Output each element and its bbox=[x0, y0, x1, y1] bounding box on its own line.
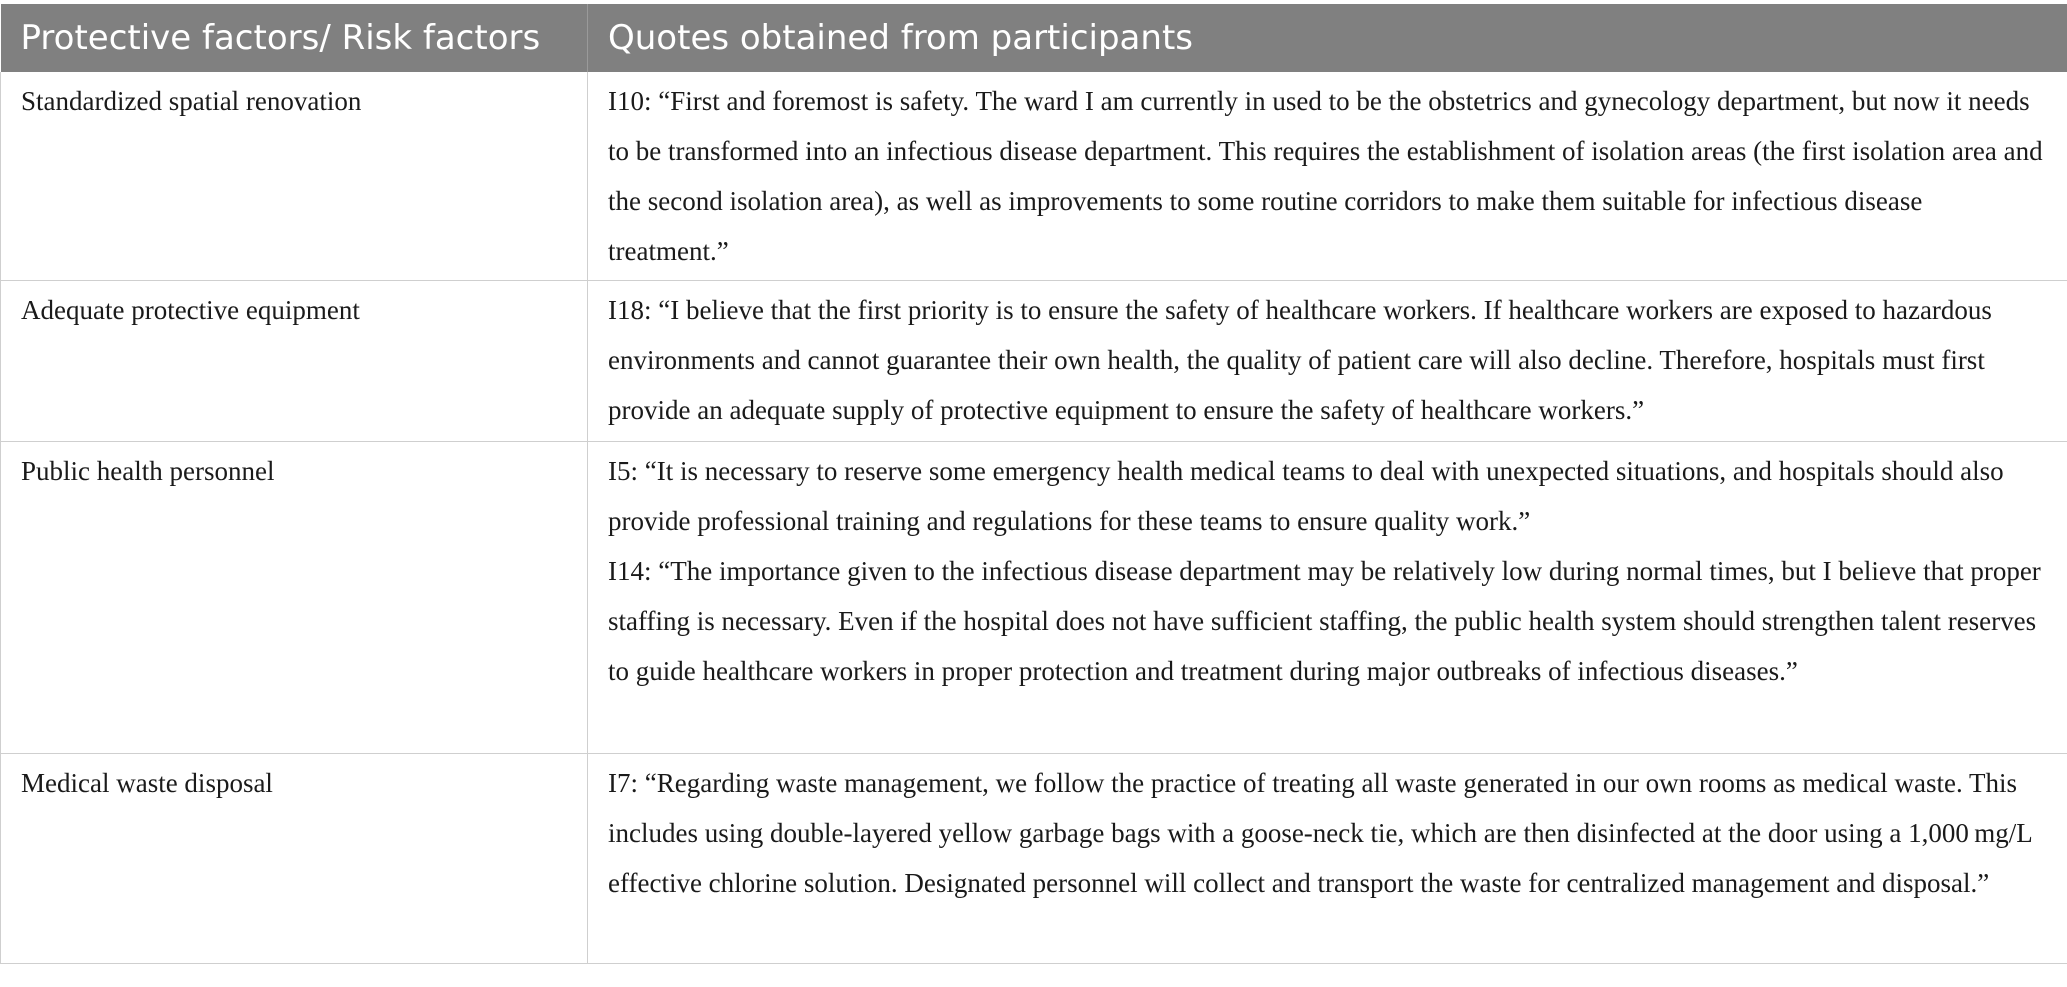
factors-quotes-table bbox=[0, 4, 2067, 964]
quote-cell bbox=[588, 442, 2067, 754]
quote-cell bbox=[588, 281, 2067, 442]
header-quotes: Quotes obtained from participants bbox=[588, 4, 2067, 72]
quotes-table-container bbox=[0, 4, 2067, 964]
factor-cell: Public health personnel bbox=[1, 442, 588, 754]
quote-cell bbox=[588, 754, 2067, 964]
table-row bbox=[1, 442, 2067, 754]
table-body bbox=[1, 72, 2067, 964]
participant-quote: I5: “It is necessary to reserve some emergency health medical teams to deal with unexpected situations, and hospitals should also provide professional training and regulations for these teams to ensure quality work.” bbox=[608, 456, 2004, 536]
participant-quote: I7: “Regarding waste management, we follow the practice of treating all waste generated in our own rooms as medical waste. This includes using double-layered yellow garbage bags with a goose-neck tie, which are then disinfected at the door using a 1,000 mg/L effective chlorine solution. Designated personnel will collect and transport the waste for centralized management and disposal.” bbox=[608, 768, 2032, 898]
header-row bbox=[1, 4, 2067, 72]
quote-cell bbox=[588, 72, 2067, 281]
factor-cell: Medical waste disposal bbox=[1, 754, 588, 964]
participant-quote: I14: “The importance given to the infectious disease department may be relatively low during normal times, but I believe that proper staffing is necessary. Even if the hospital does not have sufficient staffing, the public health system should strengthen talent reserves to guide healthcare workers in proper protection and treatment during major outbreaks of infectious diseases.” bbox=[608, 556, 2041, 686]
table-row bbox=[1, 281, 2067, 442]
participant-quote: I18: “I believe that the first priority is to ensure the safety of healthcare workers. If healthcare workers are exposed to hazardous environments and cannot guarantee their own health, the quality of patient care will also decline. Therefore, hospitals must first provide an adequate supply of protective equipment to ensure the safety of healthcare workers.” bbox=[608, 295, 1992, 425]
table-row bbox=[1, 72, 2067, 281]
table-header bbox=[1, 4, 2067, 72]
participant-quote: I10: “First and foremost is safety. The ward I am currently in used to be the obstetrics and gynecology department, but now it needs to be transformed into an infectious disease department. This requires the establishment of isolation areas (the first isolation area and the second isolation area), as well as improvements to some routine corridors to make them suitable for infectious disease treatment.” bbox=[608, 86, 2043, 266]
table-row bbox=[1, 754, 2067, 964]
factor-cell: Standardized spatial renovation bbox=[1, 72, 588, 281]
header-factors: Protective factors/ Risk factors bbox=[1, 4, 588, 72]
factor-cell: Adequate protective equipment bbox=[1, 281, 588, 442]
